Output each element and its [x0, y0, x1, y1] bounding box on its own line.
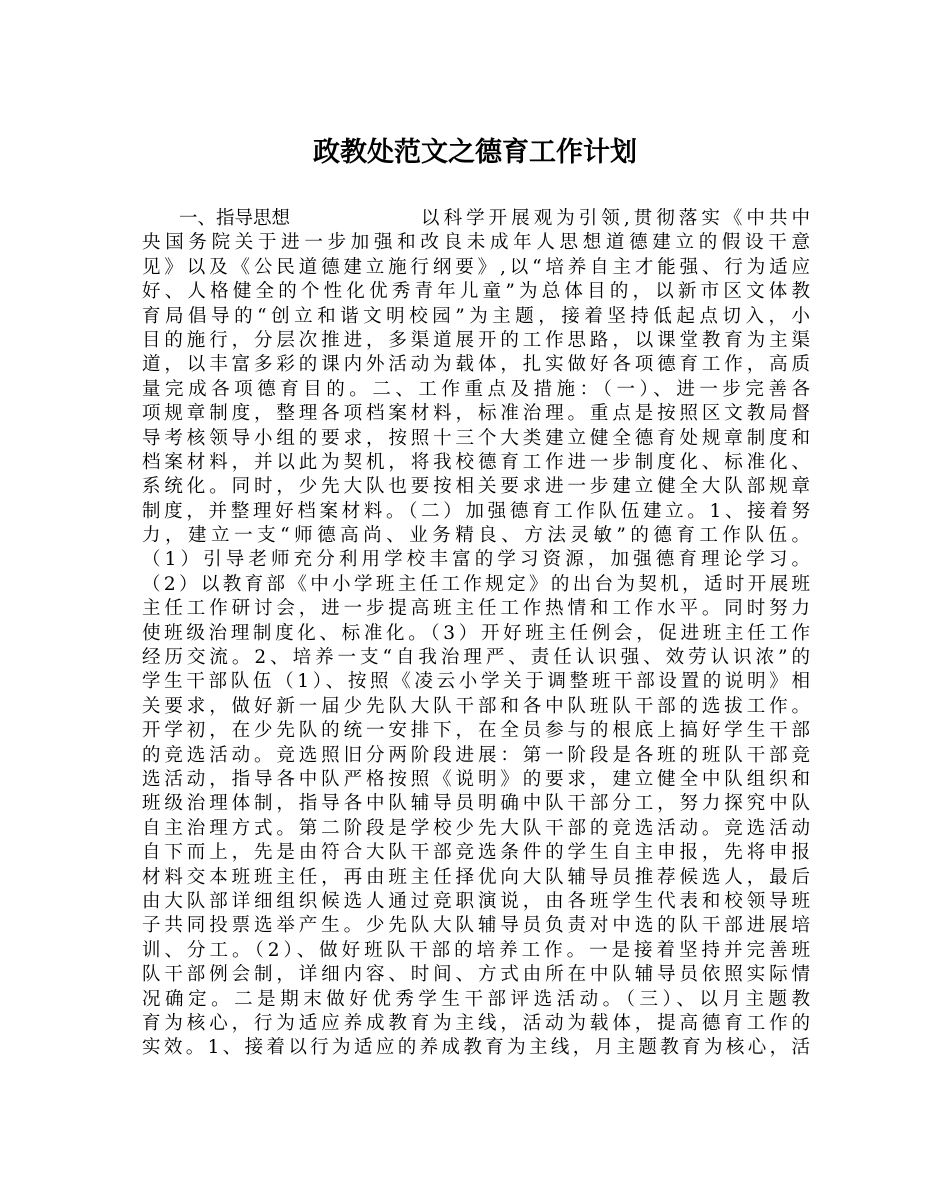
- body-line: （1）引导老师充分利用学校丰富的学习资源，加强德育理论学习。: [142, 549, 810, 571]
- body-line: 力，建立一支“师德高尚、业务精良、方法灵敏”的德育工作队伍。: [142, 525, 810, 547]
- body-line: 学生干部队伍（1）、按照《凌云小学关于调整班干部设置的说明》相: [142, 671, 810, 693]
- body-line: 班级治理体制，指导各中队辅导员明确中队干部分工，努力探究中队: [142, 793, 810, 815]
- body-line: 关要求，做好新一届少先队大队干部和各中队班队干部的选拔工作。: [142, 695, 810, 717]
- body-line: 由大队部详细组织候选人通过竞职演说，由各班学生代表和校领导班: [142, 890, 810, 912]
- body-line: 主任工作研讨会，进一步提高班主任工作热情和工作水平。同时努力: [142, 598, 810, 620]
- body-line: 的竞选活动。竞选照旧分两阶段进展：第一阶段是各班的班队干部竞: [142, 744, 810, 766]
- body-line: 量完成各项德育目的。二、工作重点及措施：（一）、进一步完善各: [142, 378, 810, 400]
- body-line: 使班级治理制度化、标准化。（3）开好班主任例会，促进班主任工作: [142, 622, 810, 644]
- body-line: 实效。1、接着以行为适应的养成教育为主线，月主题教育为核心，活: [142, 1037, 810, 1059]
- body-line: （2）以教育部《中小学班主任工作规定》的出台为契机，适时开展班: [142, 573, 810, 595]
- body-line: 央国务院关于进一步加强和改良未成年人思想道德建立的假设干意: [142, 232, 810, 254]
- body-line: 况确定。二是期末做好优秀学生干部评选活动。（三）、以月主题教: [142, 988, 810, 1010]
- body-line: 育局倡导的“创立和谐文明校园”为主题，接着坚持低起点切入，小: [142, 305, 810, 327]
- body-line: 选活动，指导各中队严格按照《说明》的要求，建立健全中队组织和: [142, 768, 810, 790]
- section-heading: 一、指导思想: [179, 208, 291, 229]
- document-body: [142, 207, 810, 1061]
- body-line: 训、分工。（2）、做好班队干部的培养工作。一是接着坚持并完善班: [142, 939, 810, 961]
- body-line: 材料交本班班主任，再由班主任择优向大队辅导员推荐候选人，最后: [142, 866, 810, 888]
- body-line: 好、人格健全的个性化优秀青年儿童”为总体目的，以新市区文体教: [142, 281, 810, 303]
- body-line: 经历交流。2、培养一支“自我治理严、责任认识强、效劳认识浓”的: [142, 647, 810, 669]
- body-line: 项规章制度，整理各项档案材料，标准治理。重点是按照区文教局督: [142, 403, 810, 425]
- body-line: 育为核心，行为适应养成教育为主线，活动为载体，提高德育工作的: [142, 1012, 810, 1034]
- body-line: 目的施行，分层次推进，多渠道展开的工作思路，以课堂教育为主渠: [142, 329, 810, 351]
- body-line: 队干部例会制，详细内容、时间、方式由所在中队辅导员依照实际情: [142, 964, 810, 986]
- body-line: 子共同投票选举产生。少先队大队辅导员负责对中选的队干部进展培: [142, 915, 810, 937]
- body-line: 自下而上，先是由符合大队干部竞选条件的学生自主申报，先将申报: [142, 842, 810, 864]
- body-line: 自主治理方式。第二阶段是学校少先大队干部的竞选活动。竞选活动: [142, 817, 810, 839]
- body-line: [142, 207, 810, 231]
- body-line: 见》以及《公民道德建立施行纲要》,以“培养自主才能强、行为适应: [142, 256, 810, 278]
- body-line-text: 以科学开展观为引领,贯彻落实《中共中: [417, 208, 810, 229]
- document-title: 政教处范文之德育工作计划: [313, 137, 637, 168]
- body-line: 制度，并整理好档案材料。（二）加强德育工作队伍建立。1、接着努: [142, 500, 810, 522]
- body-line: 导考核领导小组的要求，按照十三个大类建立健全德育处规章制度和: [142, 427, 810, 449]
- body-line: 档案材料，并以此为契机，将我校德育工作进一步制度化、标准化、: [142, 451, 810, 473]
- body-line: 道，以丰富多彩的课内外活动为载体，扎实做好各项德育工作，高质: [142, 354, 810, 376]
- body-line: 开学初，在少先队的统一安排下，在全员参与的根底上搞好学生干部: [142, 720, 810, 742]
- body-line: 系统化。同时，少先大队也要按相关要求进一步建立健全大队部规章: [142, 476, 810, 498]
